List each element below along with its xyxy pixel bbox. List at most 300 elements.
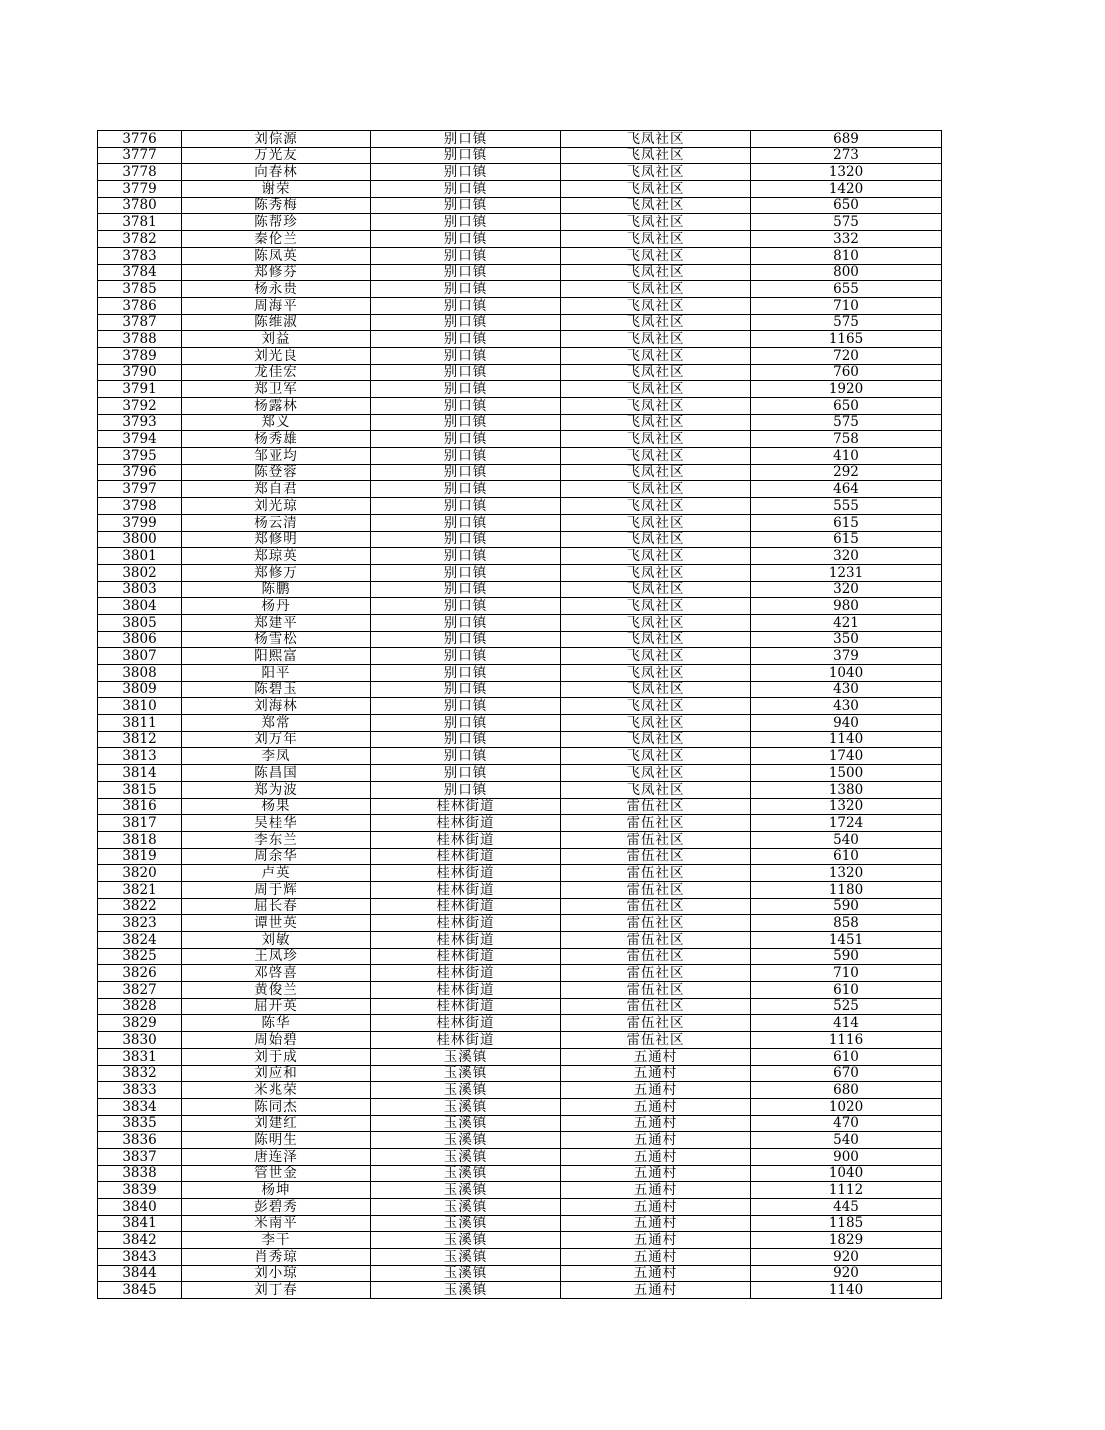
index-cell: 3804 (98, 598, 182, 615)
index-cell: 3823 (98, 915, 182, 932)
index-cell: 3840 (98, 1199, 182, 1216)
index-cell: 3845 (98, 1282, 182, 1299)
table-row (98, 648, 942, 665)
comm-cell: 飞凤社区 (561, 197, 751, 214)
amount-cell: 710 (751, 965, 942, 982)
table-row (98, 1148, 942, 1165)
comm-cell: 飞凤社区 (561, 531, 751, 548)
table-row (98, 965, 942, 982)
comm-cell: 雷伍社区 (561, 1015, 751, 1032)
table-row (98, 915, 942, 932)
name-cell: 李干 (182, 1232, 371, 1249)
index-cell: 3806 (98, 631, 182, 648)
name-cell: 陈维淑 (182, 314, 371, 331)
index-cell: 3817 (98, 815, 182, 832)
comm-cell: 飞凤社区 (561, 464, 751, 481)
comm-cell: 飞凤社区 (561, 281, 751, 298)
town-cell: 桂林街道 (371, 815, 561, 832)
amount-cell: 350 (751, 631, 942, 648)
name-cell: 刘敏 (182, 932, 371, 949)
amount-cell: 900 (751, 1148, 942, 1165)
table-row (98, 815, 942, 832)
town-cell: 玉溪镇 (371, 1265, 561, 1282)
table-row (98, 1032, 942, 1049)
name-cell: 邓啓喜 (182, 965, 371, 982)
comm-cell: 雷伍社区 (561, 898, 751, 915)
name-cell: 陈帮珍 (182, 214, 371, 231)
name-cell: 郑卫军 (182, 381, 371, 398)
table-row (98, 214, 942, 231)
index-cell: 3813 (98, 748, 182, 765)
name-cell: 刘倧源 (182, 131, 371, 148)
name-cell: 刘光良 (182, 347, 371, 364)
amount-cell: 1231 (751, 564, 942, 581)
index-cell: 3789 (98, 347, 182, 364)
table-row (98, 715, 942, 732)
index-cell: 3793 (98, 414, 182, 431)
amount-cell: 430 (751, 698, 942, 715)
name-cell: 米兆荣 (182, 1082, 371, 1099)
name-cell: 刘建红 (182, 1115, 371, 1132)
comm-cell: 飞凤社区 (561, 665, 751, 682)
amount-cell: 1451 (751, 932, 942, 949)
comm-cell: 飞凤社区 (561, 581, 751, 598)
town-cell: 别口镇 (371, 665, 561, 682)
index-cell: 3815 (98, 781, 182, 798)
name-cell: 周余华 (182, 848, 371, 865)
table-row (98, 631, 942, 648)
table-row (98, 798, 942, 815)
amount-cell: 858 (751, 915, 942, 932)
table-row (98, 1132, 942, 1149)
comm-cell: 雷伍社区 (561, 998, 751, 1015)
name-cell: 陈秀梅 (182, 197, 371, 214)
name-cell: 陈明生 (182, 1132, 371, 1149)
name-cell: 郑义 (182, 414, 371, 431)
comm-cell: 雷伍社区 (561, 815, 751, 832)
comm-cell: 飞凤社区 (561, 715, 751, 732)
name-cell: 刘光琼 (182, 498, 371, 515)
town-cell: 桂林街道 (371, 798, 561, 815)
comm-cell: 飞凤社区 (561, 698, 751, 715)
comm-cell: 雷伍社区 (561, 982, 751, 999)
comm-cell: 五通村 (561, 1082, 751, 1099)
comm-cell: 雷伍社区 (561, 965, 751, 982)
table-row (98, 197, 942, 214)
comm-cell: 五通村 (561, 1098, 751, 1115)
amount-cell: 610 (751, 1048, 942, 1065)
comm-cell: 飞凤社区 (561, 514, 751, 531)
amount-cell: 760 (751, 364, 942, 381)
town-cell: 玉溪镇 (371, 1082, 561, 1099)
table-row (98, 548, 942, 565)
index-cell: 3826 (98, 965, 182, 982)
index-cell: 3776 (98, 131, 182, 148)
name-cell: 陈碧玉 (182, 681, 371, 698)
table-row (98, 781, 942, 798)
index-cell: 3798 (98, 498, 182, 515)
index-cell: 3799 (98, 514, 182, 531)
table-row (98, 698, 942, 715)
amount-cell: 1185 (751, 1215, 942, 1232)
comm-cell: 雷伍社区 (561, 915, 751, 932)
comm-cell: 五通村 (561, 1199, 751, 1216)
table-row (98, 414, 942, 431)
table-row (98, 1249, 942, 1266)
table-row (98, 581, 942, 598)
comm-cell: 飞凤社区 (561, 381, 751, 398)
index-cell: 3781 (98, 214, 182, 231)
table-row (98, 297, 942, 314)
amount-cell: 1320 (751, 164, 942, 181)
comm-cell: 飞凤社区 (561, 297, 751, 314)
name-cell: 王凤珍 (182, 948, 371, 965)
comm-cell: 飞凤社区 (561, 548, 751, 565)
town-cell: 别口镇 (371, 514, 561, 531)
amount-cell: 800 (751, 264, 942, 281)
index-cell: 3780 (98, 197, 182, 214)
town-cell: 玉溪镇 (371, 1249, 561, 1266)
index-cell: 3814 (98, 765, 182, 782)
amount-cell: 1040 (751, 665, 942, 682)
index-cell: 3809 (98, 681, 182, 698)
name-cell: 万光友 (182, 147, 371, 164)
table-row (98, 1199, 942, 1216)
name-cell: 周始碧 (182, 1032, 371, 1049)
index-cell: 3808 (98, 665, 182, 682)
index-cell: 3777 (98, 147, 182, 164)
comm-cell: 飞凤社区 (561, 364, 751, 381)
town-cell: 桂林街道 (371, 898, 561, 915)
comm-cell: 飞凤社区 (561, 448, 751, 465)
table-row (98, 865, 942, 882)
comm-cell: 飞凤社区 (561, 231, 751, 248)
index-cell: 3818 (98, 831, 182, 848)
comm-cell: 五通村 (561, 1165, 751, 1182)
comm-cell: 五通村 (561, 1215, 751, 1232)
comm-cell: 飞凤社区 (561, 347, 751, 364)
comm-cell: 飞凤社区 (561, 414, 751, 431)
index-cell: 3801 (98, 548, 182, 565)
comm-cell: 飞凤社区 (561, 498, 751, 515)
name-cell: 邹亚均 (182, 448, 371, 465)
index-cell: 3824 (98, 932, 182, 949)
index-cell: 3810 (98, 698, 182, 715)
town-cell: 玉溪镇 (371, 1148, 561, 1165)
index-cell: 3816 (98, 798, 182, 815)
index-cell: 3791 (98, 381, 182, 398)
town-cell: 玉溪镇 (371, 1048, 561, 1065)
amount-cell: 610 (751, 848, 942, 865)
amount-cell: 575 (751, 414, 942, 431)
amount-cell: 655 (751, 281, 942, 298)
comm-cell: 飞凤社区 (561, 164, 751, 181)
amount-cell: 689 (751, 131, 942, 148)
comm-cell: 飞凤社区 (561, 614, 751, 631)
amount-cell: 590 (751, 898, 942, 915)
comm-cell: 五通村 (561, 1249, 751, 1266)
amount-cell: 555 (751, 498, 942, 515)
town-cell: 别口镇 (371, 548, 561, 565)
table-row (98, 665, 942, 682)
town-cell: 玉溪镇 (371, 1115, 561, 1132)
name-cell: 郑常 (182, 715, 371, 732)
town-cell: 玉溪镇 (371, 1182, 561, 1199)
amount-cell: 320 (751, 548, 942, 565)
name-cell: 李东兰 (182, 831, 371, 848)
name-cell: 杨雪松 (182, 631, 371, 648)
table-row (98, 181, 942, 198)
comm-cell: 飞凤社区 (561, 598, 751, 615)
name-cell: 谭世英 (182, 915, 371, 932)
table-row (98, 1015, 942, 1032)
name-cell: 唐连泽 (182, 1148, 371, 1165)
town-cell: 玉溪镇 (371, 1132, 561, 1149)
name-cell: 杨秀雄 (182, 431, 371, 448)
town-cell: 桂林街道 (371, 982, 561, 999)
name-cell: 屈开英 (182, 998, 371, 1015)
index-cell: 3784 (98, 264, 182, 281)
amount-cell: 920 (751, 1265, 942, 1282)
amount-cell: 590 (751, 948, 942, 965)
comm-cell: 雷伍社区 (561, 932, 751, 949)
amount-cell: 414 (751, 1015, 942, 1032)
amount-cell: 920 (751, 1249, 942, 1266)
index-cell: 3785 (98, 281, 182, 298)
name-cell: 陈昌国 (182, 765, 371, 782)
name-cell: 郑修芬 (182, 264, 371, 281)
name-cell: 刘小琼 (182, 1265, 371, 1282)
town-cell: 桂林街道 (371, 998, 561, 1015)
amount-cell: 680 (751, 1082, 942, 1099)
index-cell: 3819 (98, 848, 182, 865)
town-cell: 别口镇 (371, 598, 561, 615)
amount-cell: 810 (751, 247, 942, 264)
comm-cell: 飞凤社区 (561, 314, 751, 331)
index-cell: 3844 (98, 1265, 182, 1282)
amount-cell: 1320 (751, 798, 942, 815)
amount-cell: 710 (751, 297, 942, 314)
index-cell: 3788 (98, 331, 182, 348)
index-cell: 3830 (98, 1032, 182, 1049)
index-cell: 3794 (98, 431, 182, 448)
table-row (98, 998, 942, 1015)
table-row (98, 531, 942, 548)
comm-cell: 雷伍社区 (561, 948, 751, 965)
comm-cell: 雷伍社区 (561, 881, 751, 898)
amount-cell: 940 (751, 715, 942, 732)
name-cell: 陈同杰 (182, 1098, 371, 1115)
amount-cell: 410 (751, 448, 942, 465)
index-cell: 3820 (98, 865, 182, 882)
comm-cell: 飞凤社区 (561, 147, 751, 164)
amount-cell: 273 (751, 147, 942, 164)
town-cell: 别口镇 (371, 197, 561, 214)
comm-cell: 五通村 (561, 1148, 751, 1165)
amount-cell: 1724 (751, 815, 942, 832)
comm-cell: 飞凤社区 (561, 648, 751, 665)
comm-cell: 五通村 (561, 1065, 751, 1082)
town-cell: 别口镇 (371, 531, 561, 548)
amount-cell: 540 (751, 1132, 942, 1149)
name-cell: 谢荣 (182, 181, 371, 198)
table-row (98, 364, 942, 381)
index-cell: 3831 (98, 1048, 182, 1065)
town-cell: 别口镇 (371, 398, 561, 415)
table-row (98, 1098, 942, 1115)
name-cell: 郑琼英 (182, 548, 371, 565)
comm-cell: 飞凤社区 (561, 765, 751, 782)
index-cell: 3821 (98, 881, 182, 898)
table-row (98, 448, 942, 465)
amount-cell: 1920 (751, 381, 942, 398)
table-row (98, 681, 942, 698)
comm-cell: 五通村 (561, 1182, 751, 1199)
table-row (98, 498, 942, 515)
town-cell: 别口镇 (371, 181, 561, 198)
index-cell: 3803 (98, 581, 182, 598)
table-row (98, 147, 942, 164)
comm-cell: 飞凤社区 (561, 181, 751, 198)
index-cell: 3782 (98, 231, 182, 248)
name-cell: 杨永贵 (182, 281, 371, 298)
town-cell: 玉溪镇 (371, 1232, 561, 1249)
town-cell: 别口镇 (371, 681, 561, 698)
town-cell: 桂林街道 (371, 932, 561, 949)
amount-cell: 379 (751, 648, 942, 665)
amount-cell: 320 (751, 581, 942, 598)
index-cell: 3835 (98, 1115, 182, 1132)
table-row (98, 514, 942, 531)
name-cell: 杨坤 (182, 1182, 371, 1199)
amount-cell: 650 (751, 398, 942, 415)
table-row (98, 431, 942, 448)
comm-cell: 飞凤社区 (561, 564, 751, 581)
name-cell: 向春林 (182, 164, 371, 181)
name-cell: 刘海林 (182, 698, 371, 715)
name-cell: 郑建平 (182, 614, 371, 631)
amount-cell: 1112 (751, 1182, 942, 1199)
amount-cell: 332 (751, 231, 942, 248)
comm-cell: 飞凤社区 (561, 331, 751, 348)
town-cell: 桂林街道 (371, 1015, 561, 1032)
table-row (98, 982, 942, 999)
index-cell: 3822 (98, 898, 182, 915)
town-cell: 别口镇 (371, 414, 561, 431)
town-cell: 别口镇 (371, 731, 561, 748)
town-cell: 桂林街道 (371, 948, 561, 965)
table-row (98, 898, 942, 915)
table-body (98, 131, 942, 1299)
amount-cell: 1500 (751, 765, 942, 782)
index-cell: 3790 (98, 364, 182, 381)
index-cell: 3842 (98, 1232, 182, 1249)
index-cell: 3792 (98, 398, 182, 415)
town-cell: 玉溪镇 (371, 1215, 561, 1232)
name-cell: 吴桂华 (182, 815, 371, 832)
index-cell: 3812 (98, 731, 182, 748)
name-cell: 阳熙富 (182, 648, 371, 665)
amount-cell: 1180 (751, 881, 942, 898)
town-cell: 别口镇 (371, 765, 561, 782)
amount-cell: 421 (751, 614, 942, 631)
name-cell: 米南平 (182, 1215, 371, 1232)
town-cell: 别口镇 (371, 281, 561, 298)
index-cell: 3836 (98, 1132, 182, 1149)
amount-cell: 445 (751, 1199, 942, 1216)
table-row (98, 1282, 942, 1299)
index-cell: 3834 (98, 1098, 182, 1115)
index-cell: 3786 (98, 297, 182, 314)
table-row (98, 1082, 942, 1099)
name-cell: 杨露林 (182, 398, 371, 415)
index-cell: 3779 (98, 181, 182, 198)
town-cell: 别口镇 (371, 648, 561, 665)
comm-cell: 五通村 (561, 1048, 751, 1065)
town-cell: 玉溪镇 (371, 1165, 561, 1182)
amount-cell: 610 (751, 982, 942, 999)
comm-cell: 飞凤社区 (561, 264, 751, 281)
amount-cell: 758 (751, 431, 942, 448)
table-row (98, 1048, 942, 1065)
comm-cell: 五通村 (561, 1282, 751, 1299)
amount-cell: 292 (751, 464, 942, 481)
amount-cell: 720 (751, 347, 942, 364)
table-row (98, 481, 942, 498)
town-cell: 桂林街道 (371, 915, 561, 932)
table-row (98, 598, 942, 615)
index-cell: 3805 (98, 614, 182, 631)
comm-cell: 五通村 (561, 1132, 751, 1149)
town-cell: 桂林街道 (371, 1032, 561, 1049)
name-cell: 杨云清 (182, 514, 371, 531)
comm-cell: 五通村 (561, 1232, 751, 1249)
comm-cell: 飞凤社区 (561, 214, 751, 231)
name-cell: 郑自君 (182, 481, 371, 498)
comm-cell: 飞凤社区 (561, 748, 751, 765)
amount-cell: 1165 (751, 331, 942, 348)
index-cell: 3833 (98, 1082, 182, 1099)
index-cell: 3832 (98, 1065, 182, 1082)
comm-cell: 飞凤社区 (561, 631, 751, 648)
table-row (98, 932, 942, 949)
name-cell: 李凤 (182, 748, 371, 765)
table-row (98, 264, 942, 281)
index-cell: 3828 (98, 998, 182, 1015)
town-cell: 别口镇 (371, 381, 561, 398)
name-cell: 杨果 (182, 798, 371, 815)
table-row (98, 231, 942, 248)
table-row (98, 1182, 942, 1199)
index-cell: 3778 (98, 164, 182, 181)
town-cell: 玉溪镇 (371, 1199, 561, 1216)
amount-cell: 615 (751, 514, 942, 531)
name-cell: 秦伦兰 (182, 231, 371, 248)
town-cell: 玉溪镇 (371, 1065, 561, 1082)
amount-cell: 1020 (751, 1098, 942, 1115)
table-row (98, 1065, 942, 1082)
town-cell: 桂林街道 (371, 865, 561, 882)
table-row (98, 831, 942, 848)
name-cell: 陈华 (182, 1015, 371, 1032)
town-cell: 别口镇 (371, 581, 561, 598)
amount-cell: 525 (751, 998, 942, 1015)
name-cell: 屈长春 (182, 898, 371, 915)
name-cell: 郑为波 (182, 781, 371, 798)
amount-cell: 464 (751, 481, 942, 498)
amount-cell: 470 (751, 1115, 942, 1132)
index-cell: 3827 (98, 982, 182, 999)
